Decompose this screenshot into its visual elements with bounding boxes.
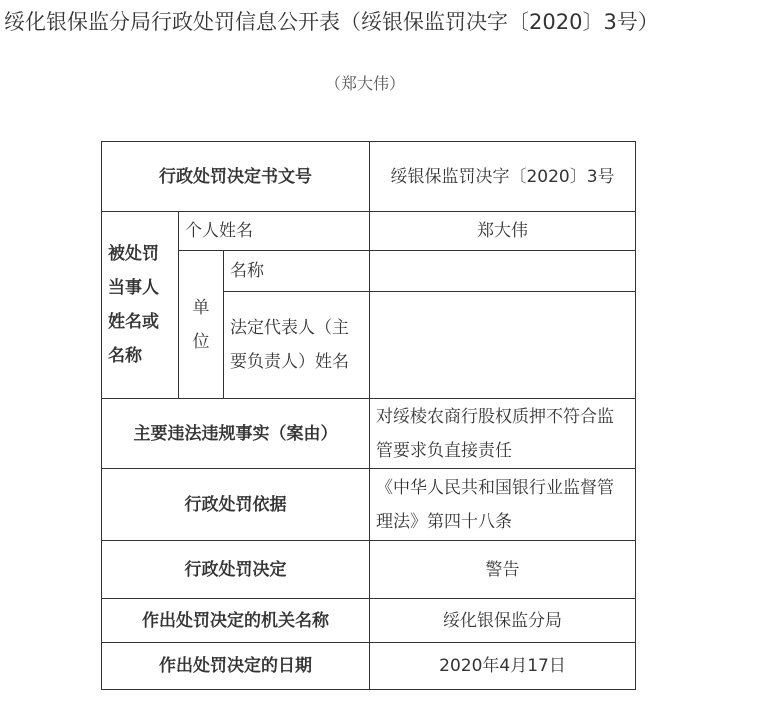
decision-no-value: 绥银保监罚决字〔2020〕3号: [370, 142, 636, 212]
person-name-label: 个人姓名: [179, 212, 370, 251]
basis-value: 《中华人民共和国银行业监督管理法》第四十八条: [370, 469, 636, 541]
person-name-value: 郑大伟: [370, 212, 636, 251]
table-row-basis: [102, 469, 636, 541]
unit-label: 单位: [179, 251, 224, 399]
party-label: 被处罚当事人姓名或名称: [102, 212, 179, 399]
violation-value: 对绥棱农商行股权质押不符合监管要求负直接责任: [370, 399, 636, 469]
decision-value: 警告: [370, 541, 636, 599]
decision-no-label: 行政处罚决定书文号: [102, 142, 370, 212]
table-row-unit-name: [102, 251, 636, 292]
document-subtitle: （郑大伟）: [324, 74, 405, 93]
violation-label: 主要违法违规事实（案由）: [102, 399, 370, 469]
legal-rep-label: 法定代表人（主要负责人）姓名: [224, 292, 370, 399]
authority-value: 绥化银保监分局: [370, 599, 636, 643]
table-row-decision-no: [102, 142, 636, 212]
table-row-violation: [102, 399, 636, 469]
table-row-authority: [102, 599, 636, 643]
table-row-date: [102, 643, 636, 690]
unit-name-label: 名称: [224, 251, 370, 292]
legal-rep-value: [370, 292, 636, 399]
basis-label: 行政处罚依据: [102, 469, 370, 541]
unit-name-value: [370, 251, 636, 292]
penalty-info-table: [101, 141, 636, 690]
date-value: 2020年4月17日: [370, 643, 636, 690]
date-label: 作出处罚决定的日期: [102, 643, 370, 690]
document-title: 绥化银保监分局行政处罚信息公开表（绥银保监罚决字〔2020〕3号）: [4, 10, 659, 34]
table-row-person-name: [102, 212, 636, 251]
table-row-decision: [102, 541, 636, 599]
authority-label: 作出处罚决定的机关名称: [102, 599, 370, 643]
decision-label: 行政处罚决定: [102, 541, 370, 599]
